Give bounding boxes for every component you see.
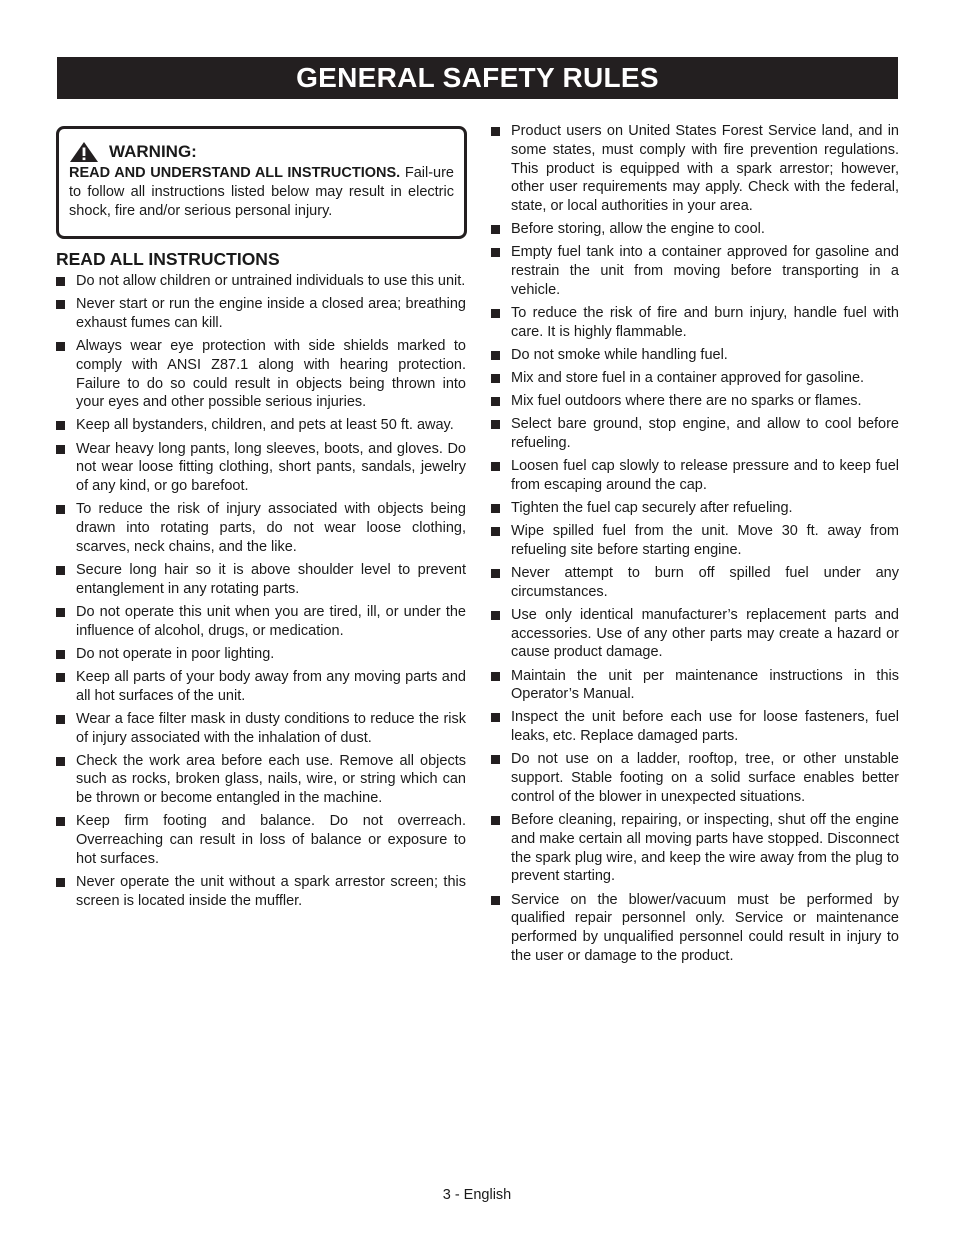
bullet-square-icon — [491, 374, 500, 383]
bullet-square-icon — [491, 462, 500, 471]
rule-text: Do not smoke while handling fuel. — [511, 346, 728, 363]
rule-list-item — [56, 416, 466, 435]
right-rules-list — [491, 122, 899, 966]
warning-triangle-icon — [69, 141, 99, 163]
bullet-square-icon — [491, 755, 500, 764]
rule-text: Wear heavy long pants, long sleeves, boots, and gloves. Do not wear loose fitting clothing, short pants, sandals, jewelry of any kind, or go barefoot. — [76, 440, 466, 495]
rule-list-item — [56, 710, 466, 748]
rule-list-item — [56, 752, 466, 808]
bullet-square-icon — [56, 505, 65, 514]
bullet-square-icon — [491, 672, 500, 681]
bullet-square-icon — [56, 650, 65, 659]
bullet-square-icon — [56, 608, 65, 617]
rule-text: Product users on United States Forest Service land, and in some states, must comply with fire prevention regulations. This product is equipped with a spark arrestor; however, other user requirements may apply. Check with the federal, state, or local authorities in your area. — [511, 123, 899, 215]
bullet-square-icon — [491, 569, 500, 578]
rule-text: Maintain the unit per maintenance instructions in this Operator’s Manual. — [511, 667, 899, 703]
bullet-square-icon — [56, 277, 65, 286]
bullet-square-icon — [56, 757, 65, 766]
rule-list-item — [491, 243, 899, 299]
bullet-square-icon — [491, 816, 500, 825]
rule-list-item — [56, 500, 466, 556]
bullet-square-icon — [56, 566, 65, 575]
rule-text: Never attempt to burn off spilled fuel under any circumstances. — [511, 565, 899, 600]
rule-list-item — [56, 603, 466, 641]
rule-list-item — [491, 667, 899, 705]
rule-text: Always wear eye protection with side shields marked to comply with ANSI Z87.1 along with hearing protection. Failure to do so could result in objects being thrown into your eyes and other possible serious injuries. — [76, 337, 466, 411]
bullet-square-icon — [56, 421, 65, 430]
right-column — [491, 122, 899, 970]
rule-text: Keep all bystanders, children, and pets at least 50 ft. away. — [76, 417, 454, 434]
rule-list-item — [491, 304, 899, 342]
rule-list-item — [491, 457, 899, 495]
rule-text: Never operate the unit without a spark arrestor screen; this screen is located inside the muffler. — [76, 873, 466, 909]
rule-text: Do not operate this unit when you are tired, ill, or under the influence of alcohol, drugs, or medication. — [76, 603, 466, 639]
section-title: READ ALL INSTRUCTIONS — [56, 249, 280, 269]
left-column — [56, 126, 466, 915]
rule-list-item — [491, 891, 899, 966]
rule-text: Use only identical manufacturer’s replacement parts and accessories. Use of any other parts may create a hazard or cause product damage. — [511, 606, 899, 661]
rule-text: Never start or run the engine inside a closed area; breathing exhaust fumes can kill. — [76, 296, 466, 331]
rule-list-item — [491, 346, 899, 365]
rule-text: Do not allow children or untrained individuals to use this unit. — [76, 273, 466, 289]
rule-list-item — [56, 873, 466, 911]
rule-list-item — [491, 708, 899, 746]
rule-text: To reduce the risk of fire and burn injury, handle fuel with care. It is highly flammable. — [511, 305, 899, 340]
bullet-square-icon — [56, 878, 65, 887]
bullet-square-icon — [491, 611, 500, 620]
rule-list-item — [56, 812, 466, 868]
warning-body-text: Fail-ure to follow all instructions listed below may result in electric shock, fire and/or serious personal injury. — [69, 165, 454, 219]
warning-text — [69, 164, 454, 221]
bullet-square-icon — [56, 817, 65, 826]
rule-list-item — [56, 337, 466, 412]
warning-heading: WARNING: — [109, 142, 197, 161]
rule-text: Secure long hair so it is above shoulder level to prevent entanglement in any rotating parts. — [76, 561, 466, 597]
bullet-square-icon — [491, 527, 500, 536]
warning-header — [69, 141, 454, 163]
rule-list-item — [491, 220, 899, 239]
bullet-square-icon — [491, 248, 500, 257]
rule-text: Keep firm footing and balance. Do not overreach. Overreaching can result in loss of balance or exposure to hot surfaces. — [76, 813, 466, 867]
bullet-square-icon — [56, 342, 65, 351]
rule-list-item — [491, 564, 899, 602]
rule-list-item — [56, 561, 466, 599]
rule-list-item — [491, 122, 899, 216]
rule-text: Tighten the fuel cap securely after refueling. — [511, 500, 793, 517]
bullet-square-icon — [491, 351, 500, 360]
rule-list-item — [491, 522, 899, 560]
rule-text: Do not use on a ladder, rooftop, tree, or other unstable support. Stable footing on a solid surface enables better control of the blower in unexpected situations. — [511, 751, 899, 805]
bullet-square-icon — [491, 397, 500, 406]
rule-text: Select bare ground, stop engine, and allow to cool before refueling. — [511, 416, 899, 452]
rule-text: Before cleaning, repairing, or inspecting, shut off the engine and make certain all moving parts have stopped. Disconnect the spark plug wire, and keep the wire away from the plug to prevent starting. — [511, 812, 899, 885]
rule-list-item — [491, 392, 899, 411]
rule-text: Wipe spilled fuel from the unit. Move 30 ft. away from refueling site before starting engine. — [511, 523, 899, 558]
rule-text: To reduce the risk of injury associated with objects being drawn into rotating parts, do not wear loose clothing, scarves, neck chains, and the like. — [76, 501, 466, 555]
rule-list-item — [56, 645, 466, 664]
rule-text: Inspect the unit before each use for loose fasteners, fuel leaks, etc. Replace damaged parts. — [511, 709, 899, 745]
rule-list-item — [491, 811, 899, 886]
rule-list-item — [56, 272, 466, 291]
rule-list-item — [56, 668, 466, 706]
left-rules-list — [56, 272, 466, 911]
bullet-square-icon — [491, 713, 500, 722]
rule-text: Wear a face filter mask in dusty conditions to reduce the risk of injury associated with the inhalation of dust. — [76, 710, 466, 746]
rule-text: Before storing, allow the engine to cool. — [511, 221, 765, 238]
rule-list-item — [491, 499, 899, 518]
bullet-square-icon — [56, 673, 65, 682]
bullet-square-icon — [56, 300, 65, 309]
rule-list-item — [491, 750, 899, 806]
rule-list-item — [491, 606, 899, 662]
rule-list-item — [491, 369, 899, 388]
bullet-square-icon — [491, 896, 500, 905]
page-title: GENERAL SAFETY RULES — [57, 57, 898, 99]
rule-text: Service on the blower/vacuum must be performed by qualified repair personnel only. Service or maintenance performed by unqualified personnel could result in injury to the user or damage to the product. — [511, 891, 899, 964]
rule-list-item — [491, 415, 899, 453]
bullet-square-icon — [491, 225, 500, 234]
rule-list-item — [56, 295, 466, 333]
page-footer: 3 - English — [442, 1187, 512, 1203]
bullet-square-icon — [491, 420, 500, 429]
rule-text: Mix and store fuel in a container approved for gasoline. — [511, 370, 865, 387]
bullet-square-icon — [491, 504, 500, 513]
rule-list-item — [56, 440, 466, 496]
bullet-square-icon — [56, 445, 65, 454]
rule-text: Loosen fuel cap slowly to release pressure and to keep fuel from escaping around the cap. — [511, 458, 899, 493]
rule-text: Check the work area before each use. Remove all objects such as rocks, broken glass, nails, wire, or string which can be thrown or become entangled in the machine. — [76, 752, 466, 807]
rule-text: Do not operate in poor lighting. — [76, 645, 275, 662]
rule-text: Empty fuel tank into a container approved for gasoline and restrain the unit from moving before transporting in a vehicle. — [511, 244, 899, 298]
warning-lead: READ AND UNDERSTAND ALL INSTRUCTIONS. — [69, 165, 401, 181]
bullet-square-icon — [56, 715, 65, 724]
rule-text: Keep all parts of your body away from any moving parts and all hot surfaces of the unit. — [76, 668, 466, 704]
rule-text: Mix fuel outdoors where there are no sparks or flames. — [511, 393, 862, 410]
warning-box — [56, 126, 467, 239]
bullet-square-icon — [491, 309, 500, 318]
bullet-square-icon — [491, 127, 500, 136]
